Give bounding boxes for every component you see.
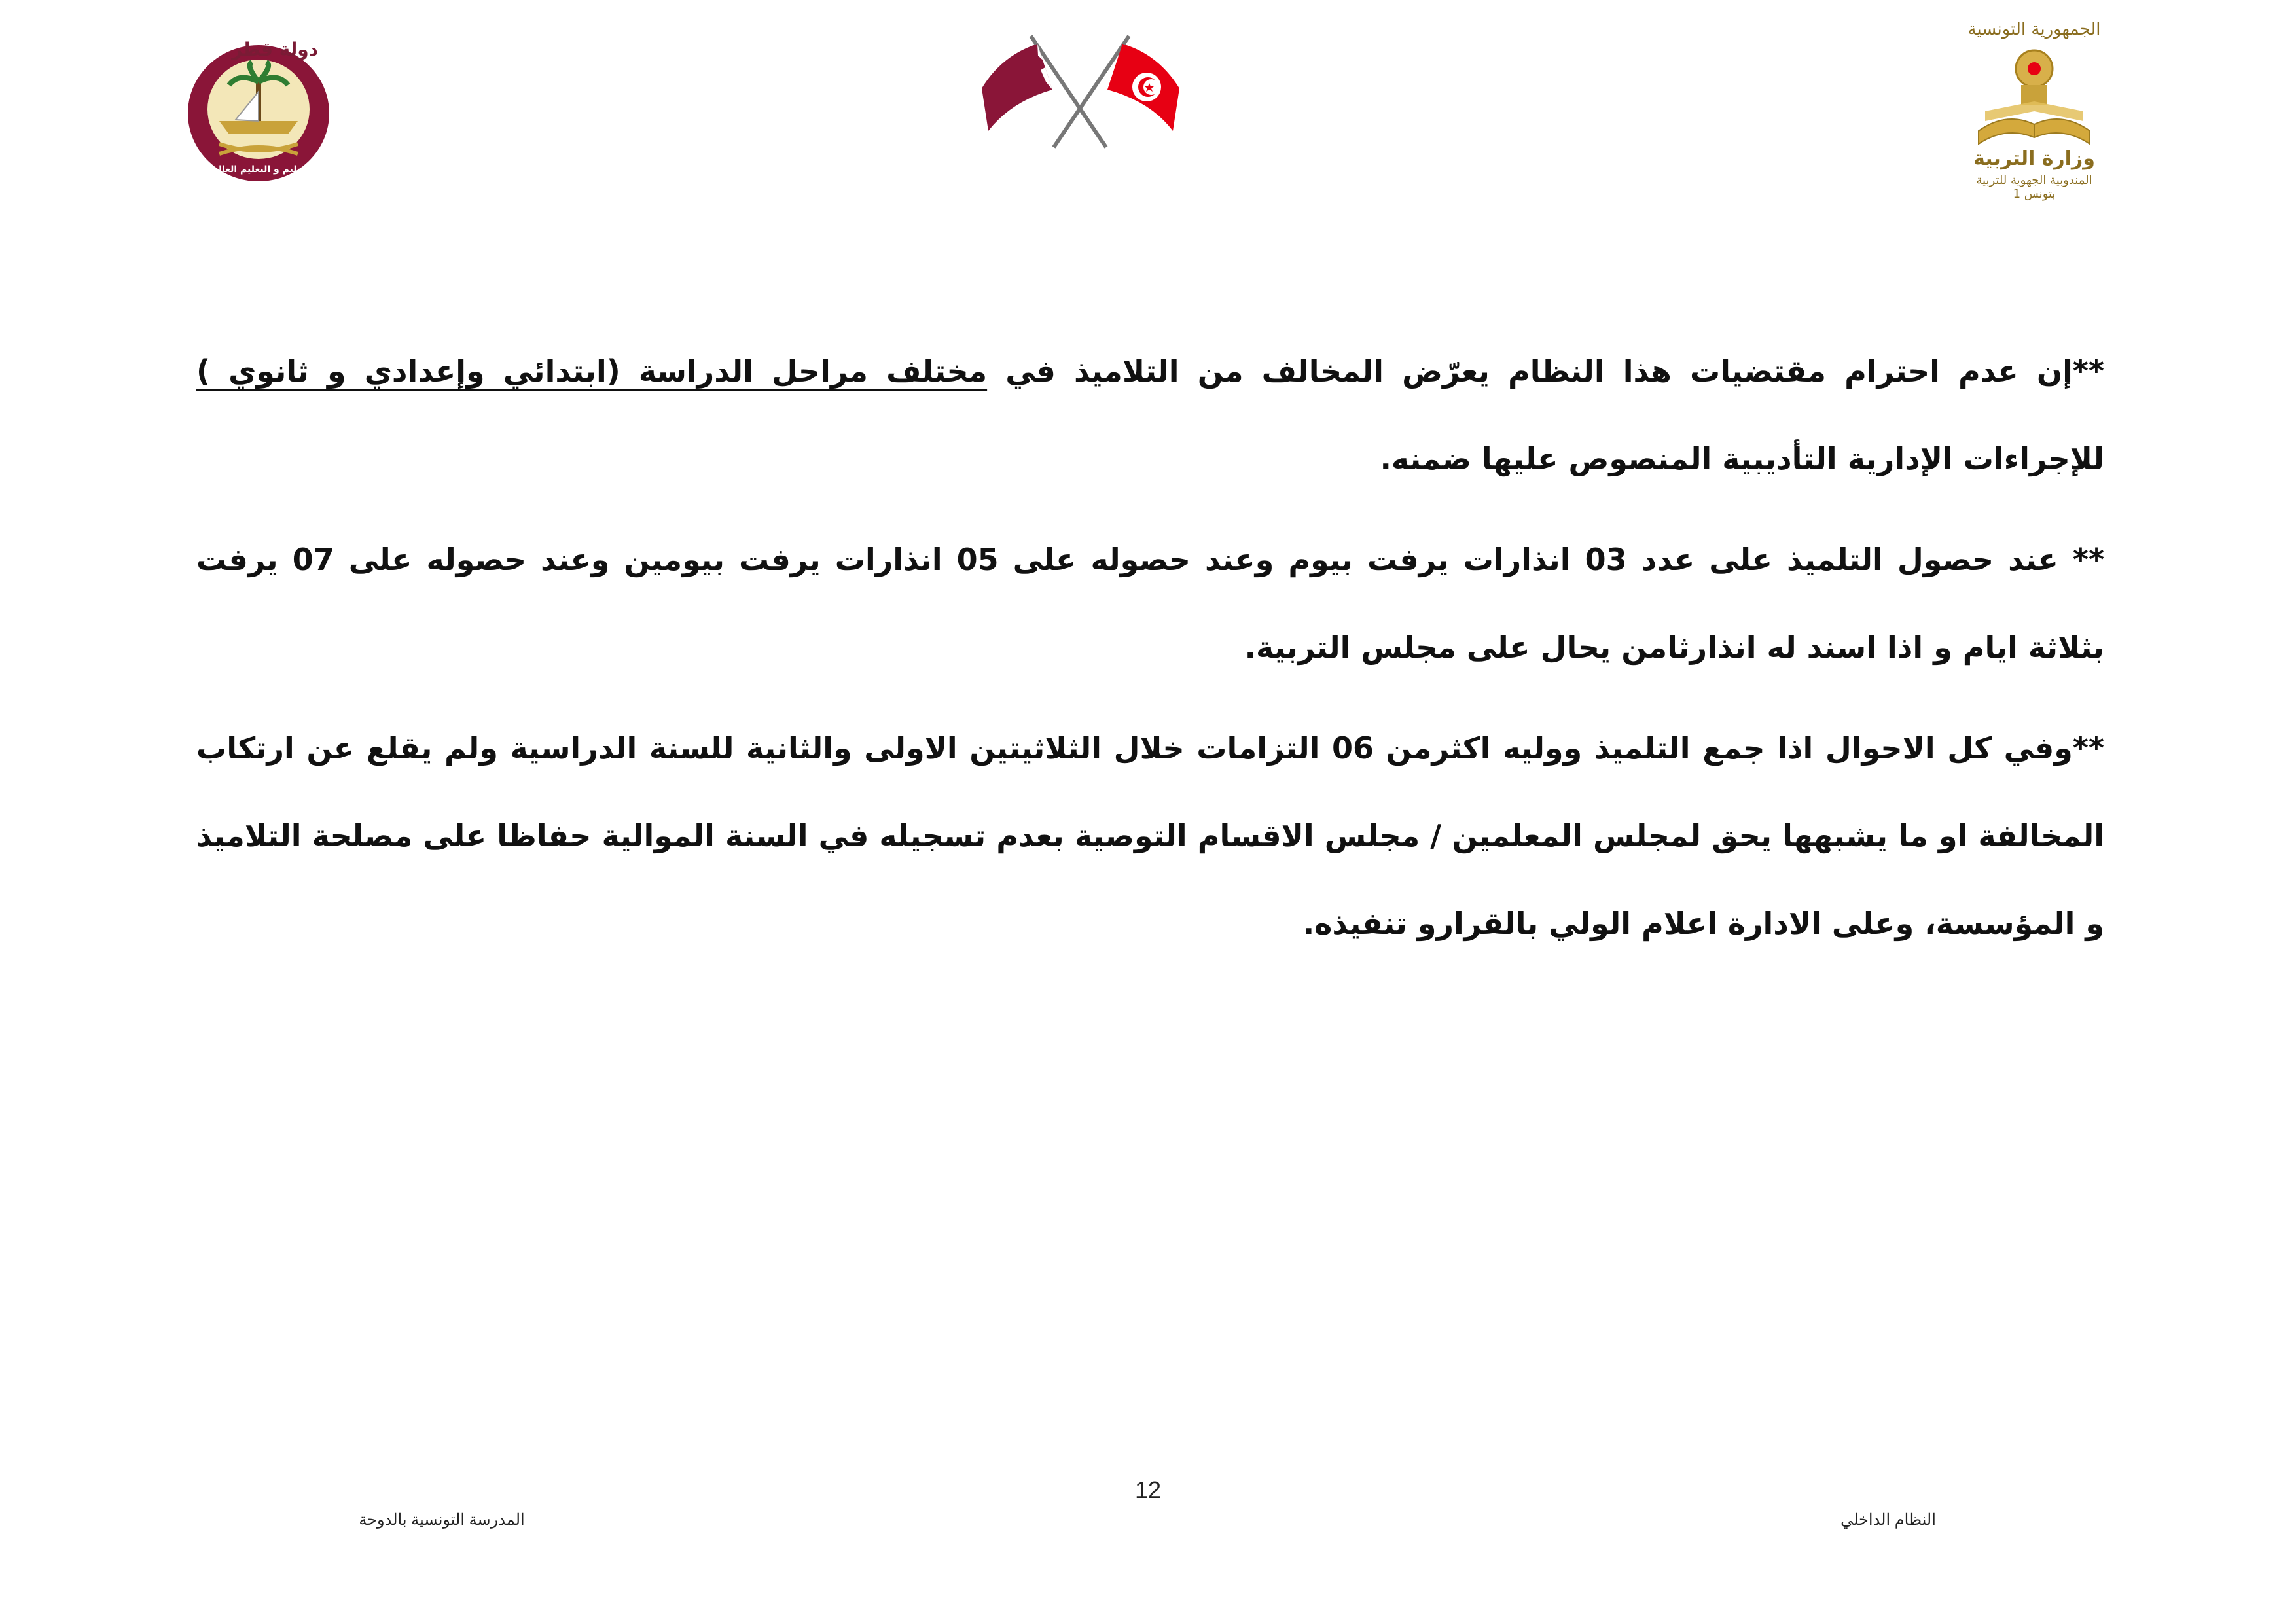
paragraph-1-underlined: مختلف مراحل الدراسة (ابتدائي وإعدادي و ثانوي )	[196, 353, 988, 389]
logo-republic-text: الجمهورية التونسية	[1967, 20, 2101, 39]
crossed-flags-icon	[975, 29, 1185, 154]
paragraph-commitments: **وفي كل الاحوال اذا جمع التلميذ ووليه اكثرمن 06 التزامات خلال الثلاثيتين الاولى والثانية للسنة الدراسية ولم يقلع عن ارتكاب المخالفة او ما يشبهها يحق لمجلس المعلمين / مجلس الاقسام التوصية بعدم تسجيله في السنة الموالية حفاظا على مصلحة التلاميذ و المؤسسة، وعلى الادارة اعلام الولي بالقرارو تنفيذه.	[196, 730, 2104, 941]
footer-document-title: النظام الداخلي	[1840, 1511, 1936, 1529]
paragraph-1-part-3: للإجراءات الإدارية التأديبية المنصوص عليها ضمنه.	[1380, 441, 2104, 476]
logo-regional-text: المندوبية الجهوية للتربية بتونس 1	[1976, 173, 2092, 201]
footer-school-name: المدرسة التونسية بالدوحة	[359, 1511, 525, 1529]
paragraph-1-part-1: **إن عدم احترام مقتضيات هذا النظام يعرّض المخالف من التلاميذ في	[987, 353, 2104, 389]
qatar-logo-title: دولة قطر	[231, 39, 319, 60]
qatar-ministry-logo	[121, 36, 376, 187]
qatar-logo-ministry: وزارة التعليم و التعليم العالي	[209, 164, 341, 175]
paragraph-disciplinary-measures	[196, 327, 2104, 503]
paragraph-warnings: ** عند حصول التلميذ على عدد 03 انذارات يرفت بيوم وعند حصوله على 05 انذارات يرفت بيومين وعند حصوله على 07 يرفت بثلاثة ايام و اذا اسند له انذارثامن يحال على مجلس التربية.	[196, 542, 2105, 665]
ministry-emblem-icon	[1959, 39, 2109, 157]
page-number: 12	[1134, 1476, 1162, 1503]
logo-ministry-text: وزارة التربية	[1973, 147, 2095, 170]
tunisia-ministry-logo	[1959, 20, 2109, 201]
regulations-text	[196, 327, 2104, 980]
